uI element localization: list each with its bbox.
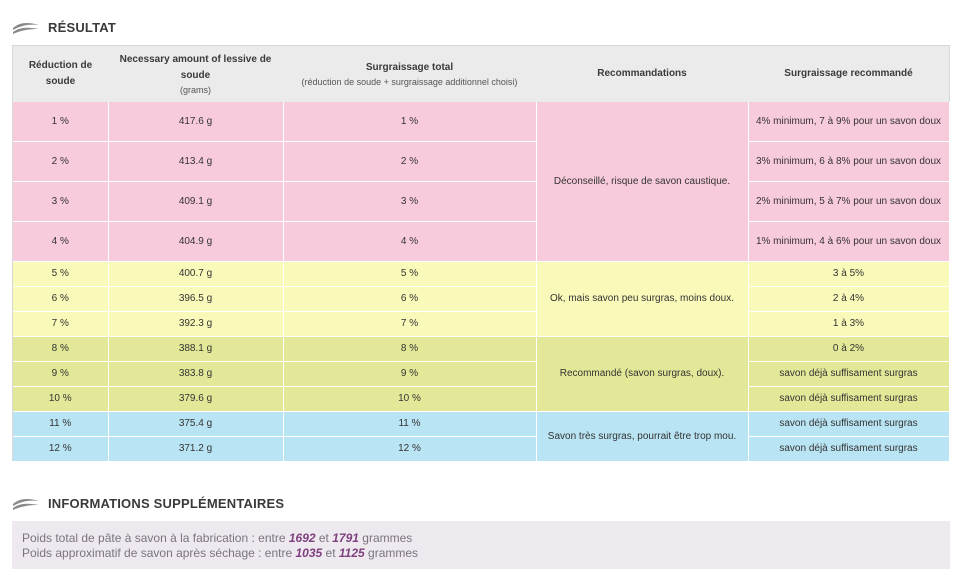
cell-reduction: 2 % — [13, 142, 108, 182]
cell-reduction: 11 % — [13, 412, 108, 437]
cell-total: 6 % — [283, 287, 536, 312]
cell-recommended-surgraissage: 3 à 5% — [748, 262, 949, 287]
cell-amount: 396.5 g — [108, 287, 283, 312]
result-title: RÉSULTAT — [48, 19, 117, 35]
cell-total: 9 % — [283, 362, 536, 387]
header-surgraissage-sub: (réduction de soude + surgraissage additionnel choisi) — [301, 76, 518, 87]
info-line2-prefix: Poids approximatif de savon après séchage : entre — [22, 546, 296, 560]
cell-recommended-surgraissage: savon déjà suffisament surgras — [748, 412, 949, 437]
info-line2-mid: et — [322, 546, 339, 560]
header-surgraissage-total: Surgraissage total (réduction de soude + surgraissage additionnel choisi) — [283, 46, 536, 102]
table-row — [13, 337, 949, 362]
cell-recommended-surgraissage: 1% minimum, 4 à 6% pour un savon doux — [748, 222, 949, 262]
cell-amount: 409.1 g — [108, 182, 283, 222]
header-recommandations: Recommandations — [536, 46, 748, 102]
table-row — [13, 142, 949, 182]
info-line1-prefix: Poids total de pâte à savon à la fabrication : entre — [22, 531, 289, 545]
cell-recommendation: Savon très surgras, pourrait être trop mou. — [536, 412, 748, 462]
cell-amount: 413.4 g — [108, 142, 283, 182]
table-row — [13, 262, 949, 287]
cell-total: 4 % — [283, 222, 536, 262]
table-row — [13, 102, 949, 142]
cell-total: 3 % — [283, 182, 536, 222]
cell-reduction: 3 % — [13, 182, 108, 222]
cell-recommended-surgraissage: 0 à 2% — [748, 337, 949, 362]
header-surgraissage-recommande: Surgraissage recommandé — [748, 46, 949, 102]
cell-recommendation: Recommandé (savon surgras, doux). — [536, 337, 748, 412]
cell-amount: 400.7 g — [108, 262, 283, 287]
info-line1-suffix: grammes — [358, 531, 413, 545]
info-box — [12, 521, 950, 569]
cell-amount: 371.2 g — [108, 437, 283, 462]
cell-recommended-surgraissage: savon déjà suffisament surgras — [748, 362, 949, 387]
cell-total: 7 % — [283, 312, 536, 337]
cell-amount: 404.9 g — [108, 222, 283, 262]
table-row — [13, 312, 949, 337]
info-section-title — [12, 491, 284, 515]
table-row — [13, 287, 949, 312]
table-row — [13, 412, 949, 437]
cell-reduction: 7 % — [13, 312, 108, 337]
table-row — [13, 362, 949, 387]
cell-amount: 388.1 g — [108, 337, 283, 362]
cell-total: 11 % — [283, 412, 536, 437]
info-line2-suffix: grammes — [364, 546, 419, 560]
header-reduction: Réduction de soude — [13, 46, 108, 102]
cell-total: 8 % — [283, 337, 536, 362]
table-row — [13, 437, 949, 462]
header-amount: Necessary amount of lessive de soude (grams) — [108, 46, 283, 102]
table-header-row — [13, 46, 949, 102]
info-line2-min: 1035 — [295, 546, 323, 560]
info-line1-mid: et — [315, 531, 333, 545]
cell-reduction: 9 % — [13, 362, 108, 387]
cell-reduction: 10 % — [13, 387, 108, 412]
cell-reduction: 12 % — [13, 437, 108, 462]
info-line-dry-weight — [22, 546, 940, 561]
table-row — [13, 387, 949, 412]
cell-reduction: 5 % — [13, 262, 108, 287]
cell-amount: 417.6 g — [108, 102, 283, 142]
cell-recommended-surgraissage: savon déjà suffisament surgras — [748, 387, 949, 412]
result-table — [13, 46, 950, 462]
cell-total: 1 % — [283, 102, 536, 142]
cell-recommended-surgraissage: 1 à 3% — [748, 312, 949, 337]
cell-total: 12 % — [283, 437, 536, 462]
cell-total: 10 % — [283, 387, 536, 412]
info-line2-max: 1125 — [338, 546, 365, 560]
info-line-total-weight — [22, 531, 940, 546]
info-line1-min: 1692 — [288, 531, 316, 545]
cell-amount: 392.3 g — [108, 312, 283, 337]
result-table-container — [12, 45, 950, 461]
result-section-title — [12, 15, 116, 39]
table-row — [13, 222, 949, 262]
cell-recommended-surgraissage: 2% minimum, 5 à 7% pour un savon doux — [748, 182, 949, 222]
cell-reduction: 8 % — [13, 337, 108, 362]
cell-amount: 375.4 g — [108, 412, 283, 437]
cell-reduction: 1 % — [13, 102, 108, 142]
cell-recommended-surgraissage: savon déjà suffisament surgras — [748, 437, 949, 462]
cell-recommended-surgraissage: 2 à 4% — [748, 287, 949, 312]
cell-recommendation: Déconseillé, risque de savon caustique. — [536, 102, 748, 262]
cell-reduction: 4 % — [13, 222, 108, 262]
swoosh-icon — [12, 495, 40, 511]
cell-reduction: 6 % — [13, 287, 108, 312]
table-row — [13, 182, 949, 222]
cell-recommended-surgraissage: 4% minimum, 7 à 9% pour un savon doux — [748, 102, 949, 142]
cell-amount: 379.6 g — [108, 387, 283, 412]
cell-total: 5 % — [283, 262, 536, 287]
cell-recommended-surgraissage: 3% minimum, 6 à 8% pour un savon doux — [748, 142, 949, 182]
swoosh-icon — [12, 19, 40, 35]
info-line1-max: 1791 — [332, 531, 359, 545]
cell-amount: 383.8 g — [108, 362, 283, 387]
header-amount-unit: (grams) — [180, 84, 211, 95]
cell-recommendation: Ok, mais savon peu surgras, moins doux. — [536, 262, 748, 337]
cell-total: 2 % — [283, 142, 536, 182]
info-title: INFORMATIONS SUPPLÉMENTAIRES — [48, 495, 285, 511]
